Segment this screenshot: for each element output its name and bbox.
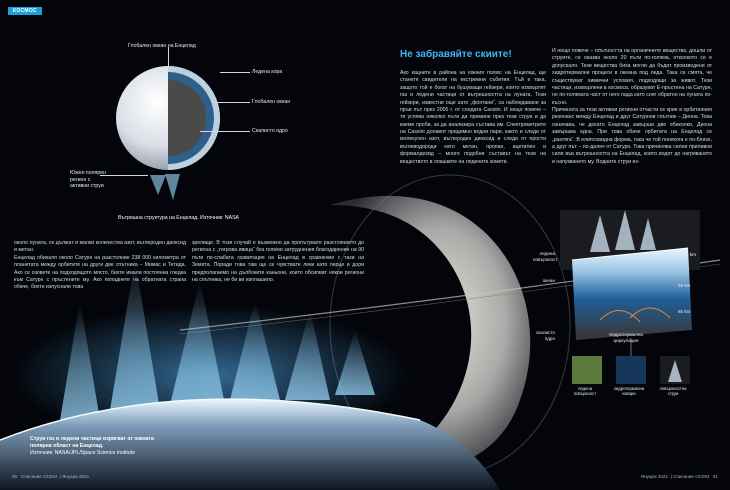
label-global-ocean: Глобален океан <box>252 99 291 105</box>
label-5km: 5 km <box>686 252 696 257</box>
page-number-left: 90 <box>12 474 18 479</box>
label-global-ocean-top: Глобален океан на Енцелад <box>128 43 196 49</box>
label-ice-crust: Ледена кора <box>252 69 283 75</box>
thumb-label-ice-surface: ледена повърхност <box>573 386 597 397</box>
right-body-column-1: Ако кацнете в района на южния полюс на Енцелад, ще станете свидетели на екстремни събития. Тъй е така, защото той е богат на бушуващи гейзери, които изхвърлят газ и ледени частици от вътрешността на луната. Тези гейзери, известни още като „фонтани“, са наблюдавани за пръв път през 2005 г. от сондата Cassini. И нещо повече – тя успява няколко пъти да премине през тези струи и да вземе проби, за да анализира състава им. Спектрометрите на Cassini долавят предимно водни пари, както и следи от молекулен азот, въглероден диоксид и следи от прости въглеводороди като метан, пропан, ацетилен и формалдехид – много подобни съставът на тези на веществото в опашките на ледените комети. <box>400 70 546 165</box>
plume-cross-section-diagram <box>560 210 700 400</box>
label-rocky-core-right: скалисто ядро <box>535 330 555 341</box>
photo-caption-line-1: Струи газ и ледени частици изригват от южната <box>30 436 154 442</box>
label-ocean: океан <box>542 278 555 283</box>
footer-left: 90 Списание ОСЕМ | Януари 2021 <box>12 474 90 479</box>
thumb-label-surface-plumes: повърхностни струи <box>659 386 687 397</box>
section-tag: КОСМОС <box>8 7 42 15</box>
enceladus-cutaway-diagram <box>110 50 230 200</box>
right-body-column-2: И нещо повече – плътността на органичните вещества, дошли от струите, се оказва около 20 пъти по-голяма, отколкото се е допускало. Тези вещества биха могли да бъдат произведени от хидротермални процеси в океана под леда. Така се смята, че съществуват химични условия, подходящи за живот. Тези частици, изхвърлени в космоса, образуват Е-пръстена на Сатурн, но по-голямата част от него пада като сняг обратно на луната по-късно. Причината за тези активни региони отчасти се крие в орбиталния резонанс между Енцелад и друг Сатурнов спътник – Диона. Това означава, че докато Енцелад завърши две обиколки, Диона завършва една. При това обаче орбитата на Енцелад се „разтяга“. В елипсовидна форма, така че той понякога е по-близо, а друг път – по-далеч от Сатурн. Това причинява силни приливни сили във вътрешността на Енцелад, които водят до нагряването и напукването му. Водните струи из- <box>552 48 712 165</box>
photo-caption-credit: Източник: NASA/JPL/Space Science Institute <box>30 449 135 456</box>
label-rocky-core: Скалисто ядро <box>252 128 288 134</box>
photo-caption <box>30 436 154 456</box>
page-number-right: 91 <box>712 474 718 479</box>
label-65km: 65 km <box>678 309 691 314</box>
label-south-pole: Южен полярен регион с активни струи <box>70 170 106 189</box>
magazine-name-right: Списание ОСЕМ <box>673 474 710 479</box>
label-35km: 35 km <box>678 283 691 288</box>
label-hydrothermal: Хидротермална циркулация <box>609 332 643 343</box>
left-diagram-caption: Вътрешна структура на Енцелад. Източник: NASA <box>118 215 240 221</box>
label-ice-surface: ледена повърхност <box>533 251 558 262</box>
magazine-name-left: Списание ОСЕМ <box>20 474 57 479</box>
issue-date-left: Януари 2021 <box>61 474 90 479</box>
article-heading: Не забравяйте скиите! <box>400 49 512 60</box>
left-body-column-1: около луната, се дължат и малки количества азот, въглероден диоксид и метан. Енцелад обикаля около Сатурн на разстояние 238 000 километра от планетата между орбитите на други две спътника – Мимас и Тетида. Ако се озовете на подходящото място, бихте имали постоянна гледка към Сатурн с пръстените му. Ако попаднете на обратната страна обаче, бихте изпуснали това <box>14 240 186 291</box>
issue-date-right: Януари 2021 <box>640 474 669 479</box>
left-body-column-2: зрелище. В този случай е възможно да пропътувате разстоянието до региона с „тигрова ивица“ без големи затруднения благодарение на 90 пъти по-слабата гравитация на Енцелад в сравнение с тази на Земята. Поради това там ще се чувствате леки като перце и дори предполагаемо на дълбоките каньони, които обсипват някои региони на спътника, не би ви изплашило. <box>192 240 364 283</box>
thumb-label-hydrothermal-vents: хидротермални извори <box>613 386 645 397</box>
photo-caption-line-2: полярна област на Енцелад. <box>30 442 104 449</box>
footer-right: Януари 2021 | Списание ОСЕМ 91 <box>640 474 718 479</box>
